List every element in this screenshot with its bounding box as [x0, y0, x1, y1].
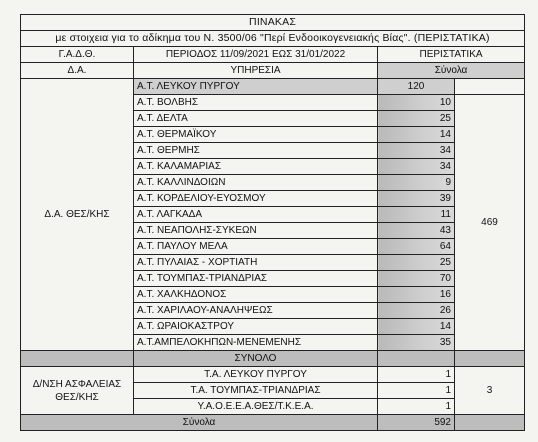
value-cell: 35 — [378, 335, 455, 351]
service-cell: Τ.Α. ΤΟΥΜΠΑΣ-ΤΡΙΑΝΔΡΙΑΣ — [134, 383, 378, 399]
header-row-2 — [21, 63, 525, 79]
value-cell: 14 — [378, 127, 455, 143]
group1-label: Δ.Α. ΘΕΣ/ΚΗΣ — [21, 79, 134, 351]
service-cell: Α.Τ. ΒΟΛΒΗΣ — [134, 95, 378, 111]
summary-blank — [21, 351, 134, 367]
value-cell: 34 — [378, 143, 455, 159]
service-cell: Α.Τ. ΠΥΛΑΙΑΣ - ΧΟΡΤΙΑΤΗ — [134, 255, 378, 271]
value-cell: 26 — [378, 303, 455, 319]
footer-row — [21, 415, 525, 431]
value-cell: 25 — [378, 255, 455, 271]
service-cell: Α.Τ. ΛΕΥΚΟΥ ΠΥΡΓΟΥ — [134, 79, 378, 95]
service-cell: Α.Τ. ΘΕΡΜΗΣ — [134, 143, 378, 159]
value-cell: 120 — [378, 79, 455, 95]
service-cell: Α.Τ. ΚΑΛΛΙΝΔΟΙΩΝ — [134, 175, 378, 191]
value-cell: 16 — [378, 287, 455, 303]
group2-total: 3 — [455, 367, 525, 415]
summary-row — [21, 351, 525, 367]
header-gadth: Γ.Α.Δ.Θ. — [21, 47, 134, 63]
header-period: ΠΕΡΙΟΔΟΣ 11/09/2021 ΕΩΣ 31/01/2022 — [134, 47, 378, 63]
value-cell: 39 — [378, 191, 455, 207]
table-row — [21, 367, 525, 383]
summary-label: ΣΥΝΟΛΟ — [134, 351, 378, 367]
footer-value: 592 — [378, 415, 455, 431]
value-cell: 34 — [378, 159, 455, 175]
service-cell: Υ.Α.Ο.Ε.Ε.Α.ΘΕΣ/Τ.Κ.Ε.Α. — [134, 399, 378, 415]
group2-label-line2: ΘΕΣ/ΚΗΣ — [55, 391, 99, 403]
group1-total: 469 — [455, 95, 525, 351]
service-cell: Τ.Α. ΛΕΥΚΟΥ ΠΥΡΓΟΥ — [134, 367, 378, 383]
value-cell: 25 — [378, 111, 455, 127]
service-cell: Α.Τ. ΚΟΡΔΕΛΙΟΥ-ΕΥΟΣΜΟΥ — [134, 191, 378, 207]
value-cell: 1 — [378, 399, 455, 415]
service-cell: Α.Τ. ΧΑΛΚΗΔΟΝΟΣ — [134, 287, 378, 303]
header-da: Δ.Α. — [21, 63, 134, 79]
service-cell: Α.Τ. ΚΑΛΑΜΑΡΙΑΣ — [134, 159, 378, 175]
spacer-cell — [455, 79, 525, 95]
value-cell: 14 — [378, 319, 455, 335]
header-cases: ΠΕΡΙΣΤΑΤΙΚΑ — [378, 47, 525, 63]
service-cell: Α.Τ. ΔΕΛΤΑ — [134, 111, 378, 127]
header-service: ΥΠΗΡΕΣΙΑ — [134, 63, 378, 79]
value-cell: 70 — [378, 271, 455, 287]
header-row-1 — [21, 47, 525, 63]
table-row — [21, 79, 525, 95]
service-cell: Α.Τ. ΧΑΡΙΛΑΟΥ-ΑΝΑΛΗΨΕΩΣ — [134, 303, 378, 319]
value-cell: 1 — [378, 367, 455, 383]
service-cell: Α.Τ. ΠΑΥΛΟΥ ΜΕΛΑ — [134, 239, 378, 255]
header-totals: Σύνολα — [378, 63, 525, 79]
service-cell: Α.Τ. ΝΕΑΠΟΛΗΣ-ΣΥΚΕΩΝ — [134, 223, 378, 239]
value-cell: 43 — [378, 223, 455, 239]
service-cell: Α.Τ.ΑΜΠΕΛΟΚΗΠΩΝ-ΜΕΝΕΜΕΝΗΣ — [134, 335, 378, 351]
summary-blank — [455, 351, 525, 367]
subtitle-row — [21, 31, 525, 47]
group2-label-line1: Δ/ΝΣΗ ΑΣΦΑΛΕΙΑΣ — [32, 378, 122, 390]
footer-label: Σύνολα — [21, 415, 378, 431]
value-cell: 9 — [378, 175, 455, 191]
value-cell: 11 — [378, 207, 455, 223]
report-sheet — [20, 14, 524, 431]
group2-label — [21, 367, 134, 415]
value-cell: 64 — [378, 239, 455, 255]
service-cell: Α.Τ. ΛΑΓΚΑΔΑ — [134, 207, 378, 223]
value-cell: 1 — [378, 383, 455, 399]
service-cell: Α.Τ. ΘΕΡΜΑΪΚΟΥ — [134, 127, 378, 143]
statistics-table — [20, 14, 525, 431]
title-row — [21, 15, 525, 31]
summary-blank — [378, 351, 455, 367]
table-title: ΠΙΝΑΚΑΣ — [21, 15, 525, 31]
table-subtitle: με στοιχεια για το αδίκημα του Ν. 3500/06 "Περί Ενδοοικογενειακής Βίας". (ΠΕΡΙΣΤΑΤΙΚΑ) — [21, 31, 525, 47]
service-cell: Α.Τ. ΤΟΥΜΠΑΣ-ΤΡΙΑΝΔΡΙΑΣ — [134, 271, 378, 287]
service-cell: Α.Τ. ΩΡΑΙΟΚΑΣΤΡΟΥ — [134, 319, 378, 335]
footer-blank — [455, 415, 525, 431]
value-cell: 10 — [378, 95, 455, 111]
